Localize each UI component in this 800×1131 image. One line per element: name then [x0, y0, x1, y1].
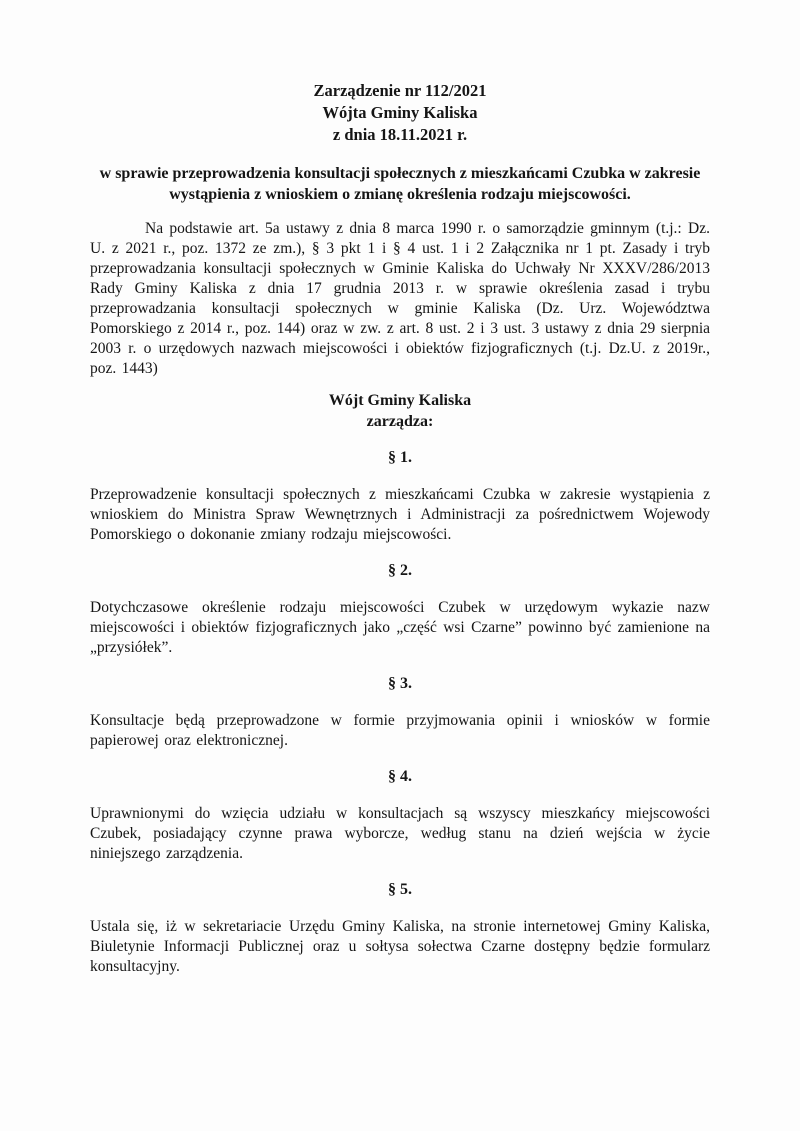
document-header	[90, 80, 710, 146]
enacting-verb: zarządza:	[366, 413, 434, 430]
section-5-text: Ustala się, iż w sekretariacie Urzędu Gminy Kaliska, na stronie internetowej Gminy Kaliska, Biuletynie Informacji Publicznej oraz u sołtysa sołectwa Czarne dostępny będzie formularz konsultacyjny.	[90, 918, 710, 975]
section-1	[90, 448, 710, 545]
section-4-text: Uprawnionymi do wzięcia udziału w konsultacjach są wszyscy mieszkańcy miejscowości Czubek, posiadający czynne prawa wyborcze, według stanu na dzień wejścia w życie niniejszego zarządzenia.	[90, 805, 710, 862]
section-1-number: § 1.	[388, 449, 412, 466]
enacting-formula	[90, 390, 710, 432]
section-4	[90, 767, 710, 864]
section-2	[90, 561, 710, 658]
section-2-number: § 2.	[388, 562, 412, 579]
section-3	[90, 674, 710, 751]
enacting-authority: Wójt Gminy Kaliska	[328, 392, 472, 409]
section-3-text: Konsultacje będą przeprowadzone w formie przyjmowania opinii i wniosków w formie papierowej oraz elektronicznej.	[90, 712, 710, 749]
section-5-number: § 5.	[388, 881, 412, 898]
section-1-text: Przeprowadzenie konsultacji społecznych z mieszkańcami Czubka w zakresie wystąpienia z wnioskiem do Ministra Spraw Wewnętrznych i Administracji za pośrednictwem Wojewody Pomorskiego o dokonanie zmiany rodzaju miejscowości.	[90, 486, 710, 543]
ordinance-date: z dnia 18.11.2021 r.	[332, 125, 468, 144]
legal-basis-paragraph: Na podstawie art. 5a ustawy z dnia 8 marca 1990 r. o samorządzie gminnym (t.j.: Dz. U. z 2021 r., poz. 1372 ze zm.), § 3 pkt 1 i § 4 ust. 1 i 2 Załącznika nr 1 pt. Zasady i tryb przeprowadzania konsultacji społecznych w Gminie Kaliska do Uchwały Nr XXXV/286/2013 Rady Gminy Kaliska z dnia 17 grudnia 2013 r. w sprawie określenia zasad i trybu przeprowadzania konsultacji społecznych w gminie Kaliska (Dz. Urz. Województwa Pomorskiego z 2014 r., poz. 144) oraz w zw. z art. 8 ust. 2 i 3 ust. 3 ustawy z dnia 29 sierpnia 2003 r. o urzędowych nazwach miejscowości i obiektów fizjograficznych (t.j. Dz.U. z 2019r., poz. 1443)	[90, 220, 710, 377]
section-4-number: § 4.	[388, 768, 412, 785]
section-2-text: Dotychczasowe określenie rodzaju miejscowości Czubek w urzędowym wykazie nazw miejscowości i obiektów fizjograficznych jako „część wsi Czarne” powinno być zamienione na „przysiółek”.	[90, 599, 710, 656]
issuing-authority: Wójta Gminy Kaliska	[322, 103, 478, 122]
ordinance-number: Zarządzenie nr 112/2021	[313, 81, 487, 100]
section-3-number: § 3.	[388, 675, 412, 692]
section-5	[90, 880, 710, 977]
subject-heading: w sprawie przeprowadzenia konsultacji społecznych z mieszkańcami Czubka w zakresie wystąpienia z wnioskiem o zmianę określenia rodzaju miejscowości.	[99, 165, 701, 203]
